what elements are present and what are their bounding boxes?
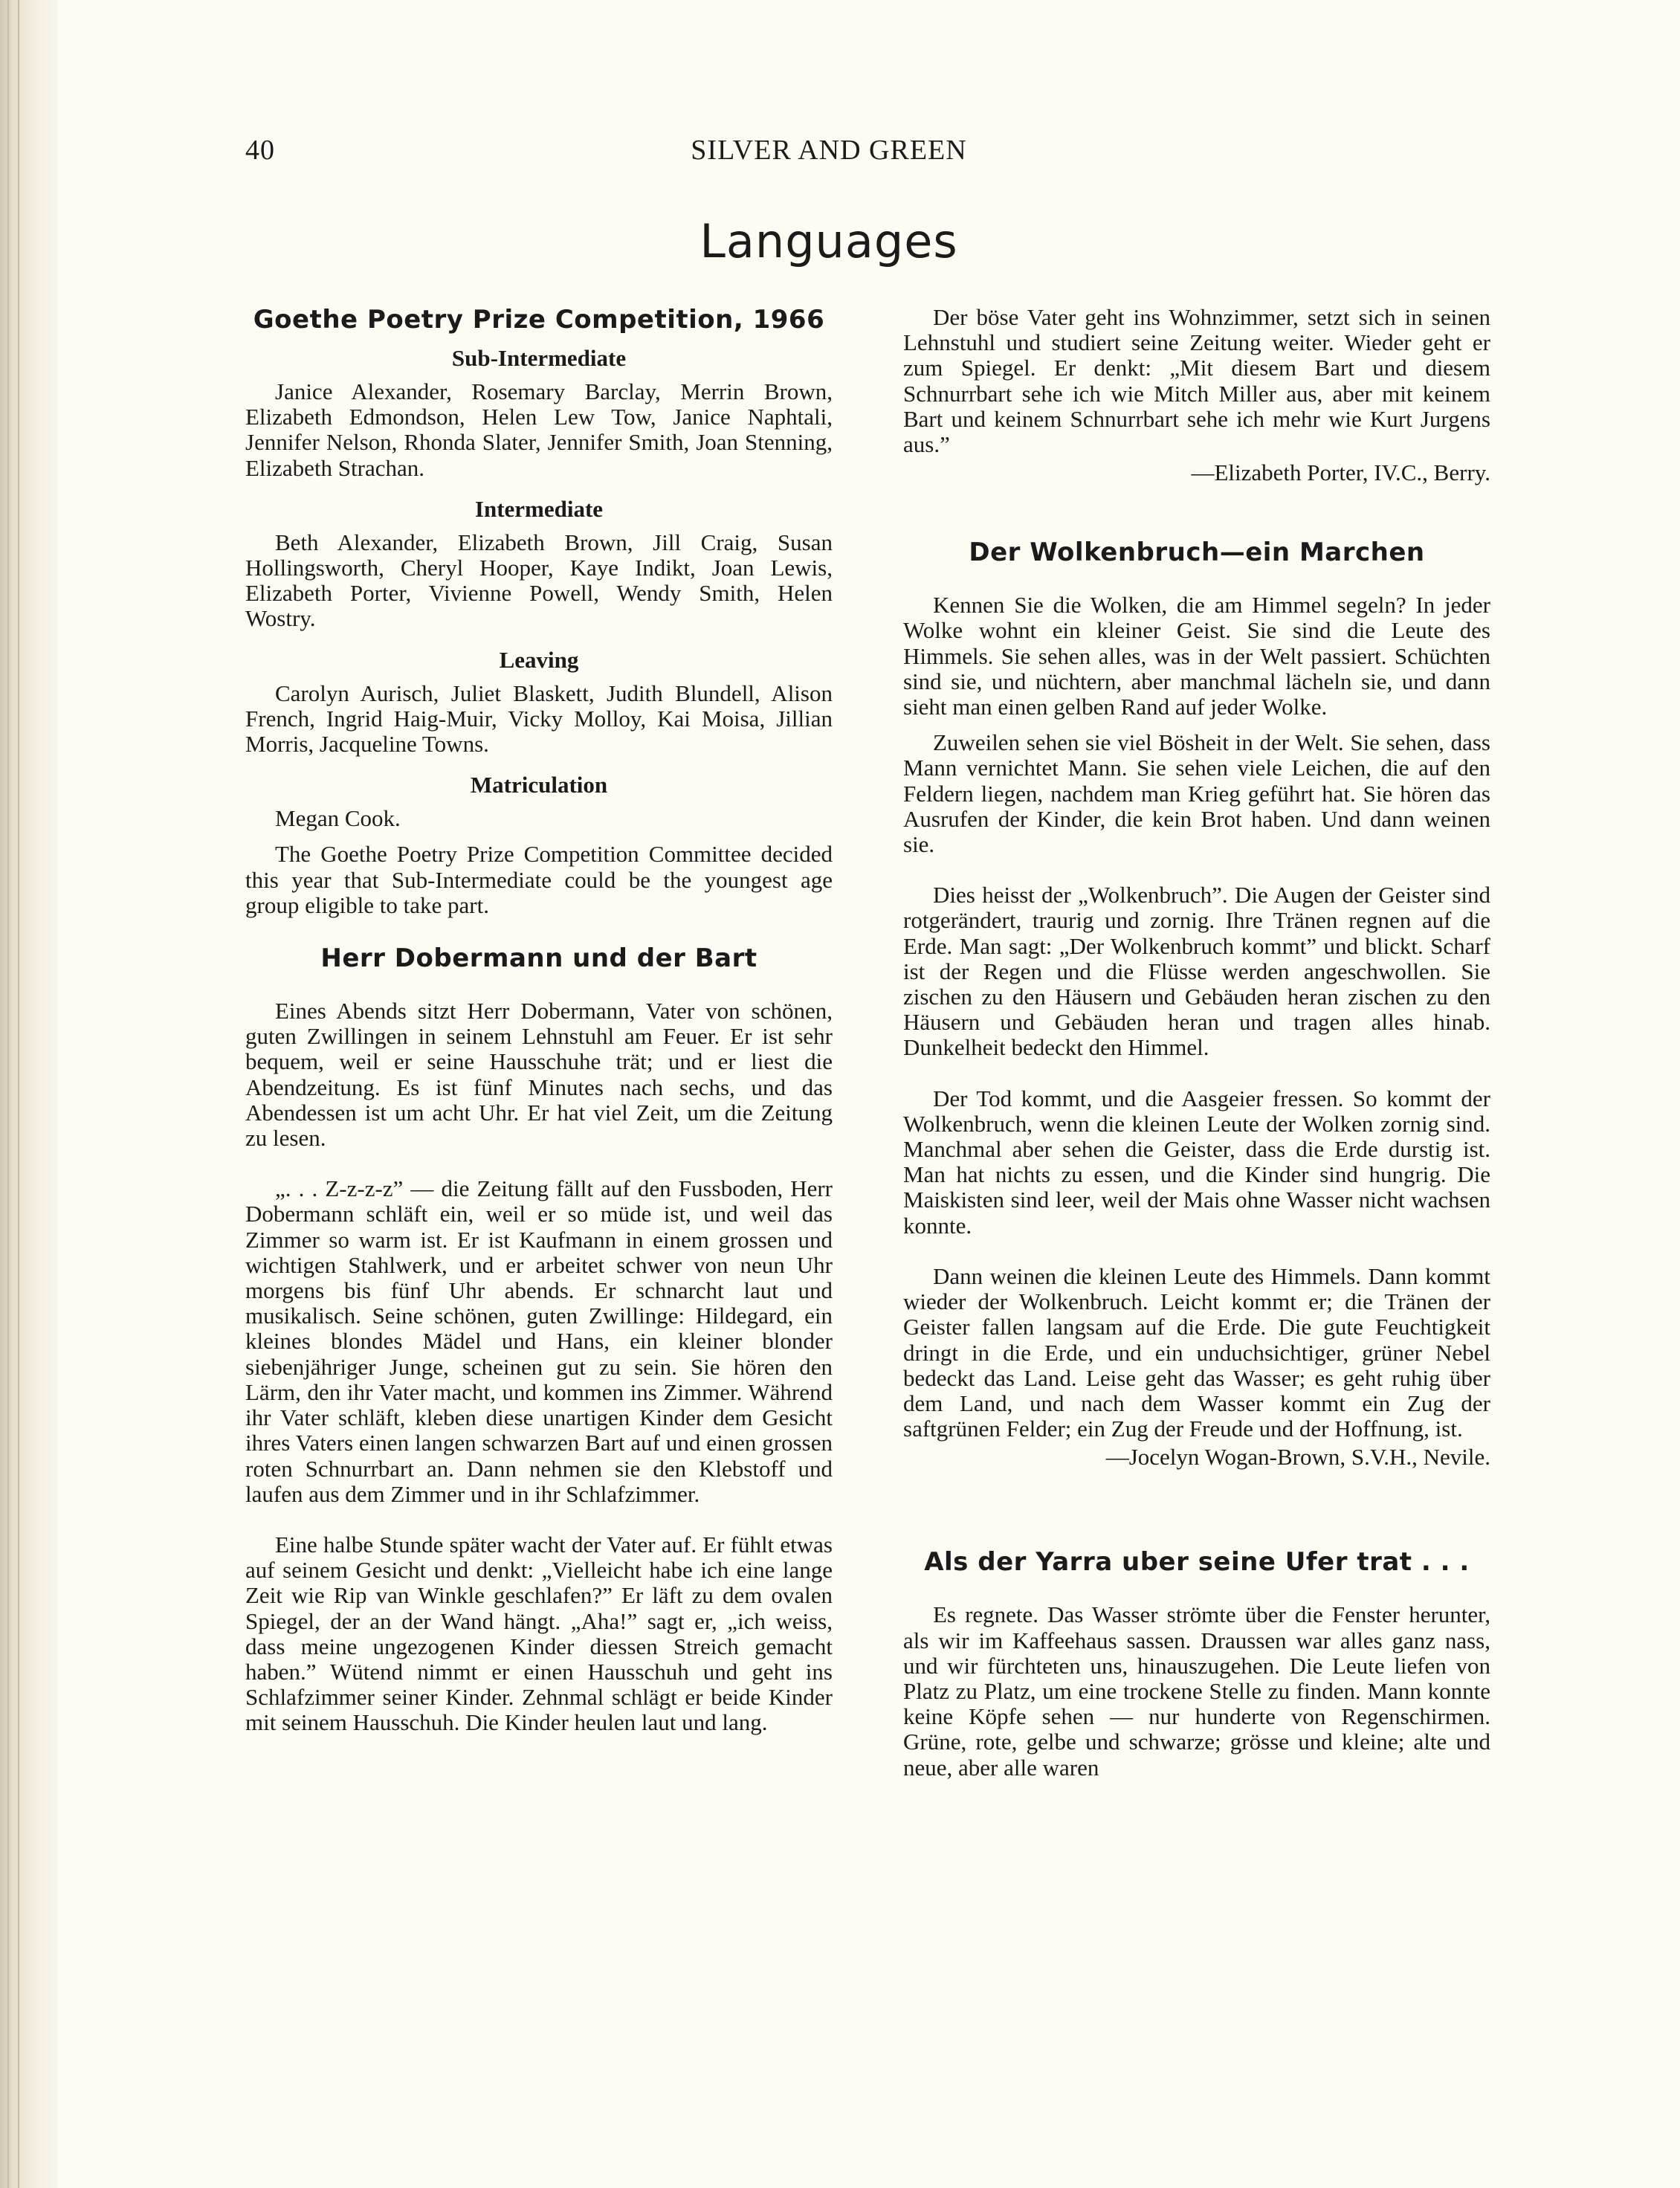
story-paragraph: Kennen Sie die Wolken, die am Himmel segeln? In jeder Wolke wohnt ein kleiner Geist. Sie sind die Leute des Himmels. Sie sehen alles, was in der Welt passiert. Schüchten sind sie, und nüchtern, aber manchmal lächeln sie, und dann sieht man einen gelben Rand auf jeder Wolke. <box>903 592 1490 720</box>
author-signature: —Elizabeth Porter, IV.C., Berry. <box>1191 459 1490 486</box>
page-number: 40 <box>245 135 275 166</box>
story-paragraph: Eine halbe Stunde später wacht der Vater auf. Er fühlt etwas auf seinem Gesicht und denkt: „Vielleicht habe ich eine lange Zeit wie Rip van Winkle geschlafen?” Er läft zu dem ovalen Spiegel, der an der Wand hängt. „Aha!” sagt er, „ich weiss, dass meine ungezogenen Kinder diessen Streich gemacht haben.” Wütend nimmt er einen Hausschuh und geht ins Schlafzimmer seiner Kinder. Zehnmal schlägt er beide Kinder mit seinem Hausschuh. Die Kinder heulen laut und lang. <box>245 1531 833 1736</box>
dobermann-heading: Herr Dobermann und der Bart <box>320 943 757 974</box>
running-head <box>245 134 1412 178</box>
group-label: Sub-Intermediate <box>451 345 627 371</box>
yarra-heading: Als der Yarra uber seine Ufer trat . . . <box>924 1547 1470 1578</box>
story-paragraph: Der Tod kommt, und die Aasgeier fressen. So kommt der Wolkenbruch, wenn die kleinen Leute der Wolken zornig sind. Manchmal aber sehen die Geister, dass die Erde durstig ist. Man hat nichts zu essen, und die Kinder sind hungrig. Die Maiskisten sind leer, weil der Mais ohne Wasser nicht wachsen konnte. <box>903 1085 1490 1239</box>
right-column <box>903 305 1490 1781</box>
left-column <box>245 305 833 1736</box>
binding-line <box>7 0 9 2188</box>
story-paragraph: „. . . Z-z-z-z” — die Zeitung fällt auf den Fussboden, Herr Dobermann schläft ein, weil er so müde ist, und weil das Zimmer so warm ist. Er ist Kaufmann in einem grossen und wichtigen Stahlwerk, und er arbeitet schwer von neun Uhr morgens bis fünf Uhr abends. Er schnarcht laut und musikalisch. Seine schönen, guten Zwillinge: Hildegard, ein kleines blondes Mädel und Hans, ein kleiner blonder siebenjähriger Junge, scheinen gut zu sein. Sie hören den Lärm, den ihr Vater macht, und kommen ins Zimmer. Während ihr Vater schläft, kleben diese unartigen Kinder dem Gesicht ihres Vaters einen langen schwarzen Bart auf und einen grossen roten Schnurrbart an. Dann nehmen sie den Klebstoff und laufen aus dem Zimmer und in ihr Schlafzimmer. <box>245 1175 833 1507</box>
competition-note: The Goethe Poetry Prize Competition Committee decided this year that Sub-Intermediate could be the youngest age group eligible to take part. <box>245 841 833 918</box>
group-names: Megan Cook. <box>275 805 401 832</box>
journal-title: SILVER AND GREEN <box>691 135 967 166</box>
story-paragraph: Zuweilen sehen sie viel Bösheit in der Welt. Sie sehen, dass Mann vernichtet Mann. Sie sehen viele Leichen, die auf den Feldern liegen, nachdem man Krieg geführt hat. Sie hören das Ausrufen der Kinder, die kein Brot haben. Und dann weinen sie. <box>903 729 1490 858</box>
wolkenbruch-heading: Der Wolkenbruch—ein Marchen <box>969 538 1425 568</box>
group-label: Intermediate <box>474 495 604 522</box>
story-paragraph: Es regnete. Das Wasser strömte über die Fenster herunter, als wir im Kaffeehaus sassen. Draussen war alles ganz nass, und wir fürchteten uns, hinauszugehen. Die Leute liefen von Platz zu Platz, um eine trockene Stelle zu finden. Mann konnte keine Köpfe sehen — nur hunderte von Regenschirmen. Grüne, rote, gelbe und schwarze; grösse und kleine; alte und neue, aber alle waren <box>903 1601 1490 1781</box>
binding-line <box>18 0 19 2188</box>
group-names: Carolyn Aurisch, Juliet Blaskett, Judith Blundell, Alison French, Ingrid Haig-Muir, Vicky Molloy, Kai Moisa, Jillian Morris, Jacqueline Towns. <box>245 680 833 758</box>
story-paragraph: Dann weinen die kleinen Leute des Himmels. Dann kommt wieder der Wolkenbruch. Leicht kommt er; die Tränen der Geister fallen langsam auf die Erde. Die gute Feuchtigkeit dringt in die Erde, und ein unduchsichtiger, grüner Nebel bedeckt das Land. Leise geht das Wasser; es geht ruhig über dem Land, und nach dem Wasser kommt ein Zug der saftgrünen Felder; ein Zug der Freude und der Hoffnung, ist. <box>903 1262 1490 1442</box>
group-label: Matriculation <box>470 772 608 798</box>
story-paragraph: Dies heisst der „Wolkenbruch”. Die Augen der Geister sind rotgerändert, traurig und zornig. Ihre Tränen regnen auf die Erde. Man sagt: „Der Wolkenbruch kommt” und blickt. Scharf ist der Regen und die Flüsse werden angeschwollen. Sie zischen zu den Häusern und Gebäuden heran zischen zu den Häusern und Gebäuden heran und tragen alles hinab. Dunkelheit bedeckt den Himmel. <box>903 882 1490 1061</box>
author-signature: —Jocelyn Wogan-Brown, S.V.H., Nevile. <box>1105 1444 1490 1471</box>
group-names: Janice Alexander, Rosemary Barclay, Merrin Brown, Elizabeth Edmondson, Helen Lew Tow, Janice Naphtali, Jennifer Nelson, Rhonda Slater, Jennifer Smith, Joan Stenning, Elizabeth Strachan. <box>245 378 833 481</box>
story-paragraph: Der böse Vater geht ins Wohnzimmer, setzt sich in seinen Lehnstuhl und studiert seine Zeitung weiter. Wieder geht er zum Spiegel. Er denkt: „Mit diesem Bart und diesem Schnurrbart sehe ich wie Mitch Miller aus, aber mit keinem Bart und keinem Schnurrbart sehe ich mehr wie Kurt Jurgens aus.” <box>903 304 1490 458</box>
section-title: Languages <box>700 214 958 268</box>
goethe-heading: Goethe Poetry Prize Competition, 1966 <box>253 305 825 335</box>
story-paragraph: Eines Abends sitzt Herr Dobermann, Vater von schönen, guten Zwillingen in seinem Lehnstuhl am Feuer. Er ist sehr bequem, weil er seine Hausschuhe trät; und er liest die Abendzeitung. Es ist fünf Minutes nach sechs, und das Abendessen ist um acht Uhr. Er hat viel Zeit, um die Zeitung zu lesen. <box>245 998 833 1152</box>
group-names: Beth Alexander, Elizabeth Brown, Jill Craig, Susan Hollingsworth, Cheryl Hooper, Kaye Indikt, Joan Lewis, Elizabeth Porter, Vivienne Powell, Wendy Smith, Helen Wostry. <box>245 529 833 632</box>
group-label: Leaving <box>499 646 579 673</box>
